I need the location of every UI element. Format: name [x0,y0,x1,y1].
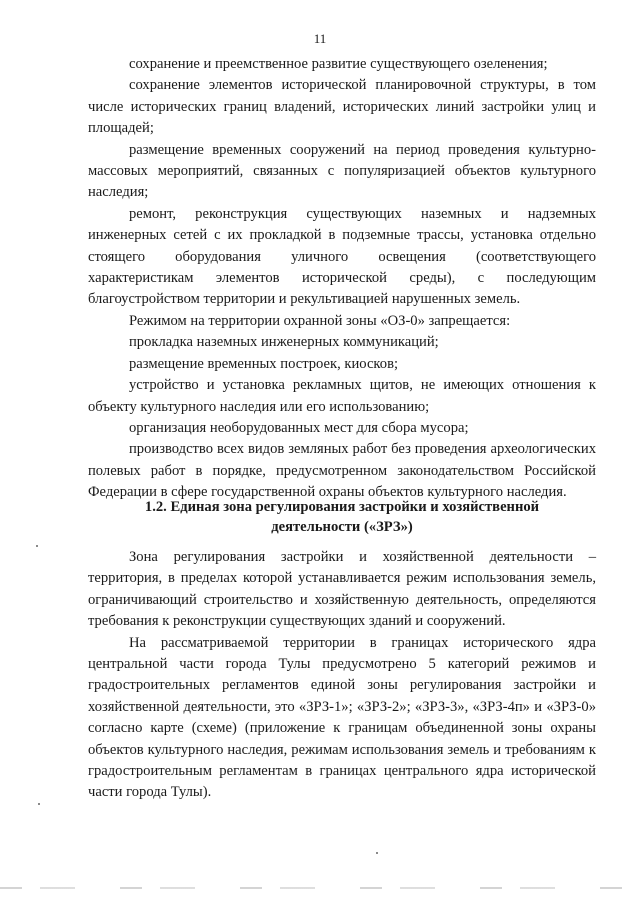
paragraph: организация необорудованных мест для сбора мусора; [129,419,469,436]
section-heading-line: деятельности («ЗРЗ») [271,519,413,535]
paragraph: производство всех видов земляных работ без проведения археологических полевых работ в порядке, предусмотренном законодательством Российской Федерации в сфере государственной охраны объектов культурного наследия. [88,441,596,501]
paragraph: ремонт, реконструкция существующих наземных и надземных инженерных сетей с их прокладкой в подземные трассы, установка отдельно стоящего оборудования уличного освещения (соответствующего характеристикам элементов исторической среды), с последующим благоустройством территории и рекультивацией нарушенных земель. [88,205,596,308]
scan-speck [38,803,40,805]
paragraph: сохранение и преемственное развитие существующего озеленения; [129,56,548,72]
paragraph: Зона регулирования застройки и хозяйственной деятельности – территория, в пределах которой устанавливается режим использования земель, ограничивающий строительство и хозяйственную деятельность, определяются требования к реконструкции существующих зданий и сооружений. [88,549,596,630]
scan-speck [36,545,38,547]
paragraph: На рассматриваемой территории в границах исторического ядра центральной части города Тулы предусмотрено 5 категорий режимов и градостроительных регламентов единой зоны регулирования застройки и хозяйственной деятельности, это «ЗРЗ-1»; «ЗРЗ-2»; «ЗРЗ-3», «ЗРЗ-4п» и «ЗРЗ-0» согласно карте (схеме) (приложение к границам объединенной зоны охраны объектов культурного наследия, режимам использования земель и требованиям к градостроительным регламентам в границах центрального ядра исторической части города Тулы). [88,634,596,801]
scan-edge-noise [0,887,640,889]
paragraph: Режимом на территории охранной зоны «ОЗ-0» запрещается: [129,312,511,329]
paragraph: устройство и установка рекламных щитов, не имеющих отношения к объекту культурного наследия или его использованию; [88,377,596,415]
body-text-top [88,54,596,504]
paragraph: размещение временных сооружений на период проведения культурно-массовых мероприятий, связанных с популяризацией объектов культурного наследия; [88,141,596,201]
section-heading-line: 1.2. Единая зона регулирования застройки и хозяйственной [144,499,540,515]
paragraph: размещение временных построек, киосков; [129,355,399,372]
paragraph: прокладка наземных инженерных коммуникаций; [129,334,439,351]
body-text-bottom [88,547,596,804]
paragraph: сохранение элементов исторической планировочной структуры, в том числе исторических границ владений, исторических линий застройки улиц и площадей; [88,77,596,137]
scan-speck [376,852,378,854]
section-heading [88,497,596,537]
page-number: 11 [313,31,327,46]
